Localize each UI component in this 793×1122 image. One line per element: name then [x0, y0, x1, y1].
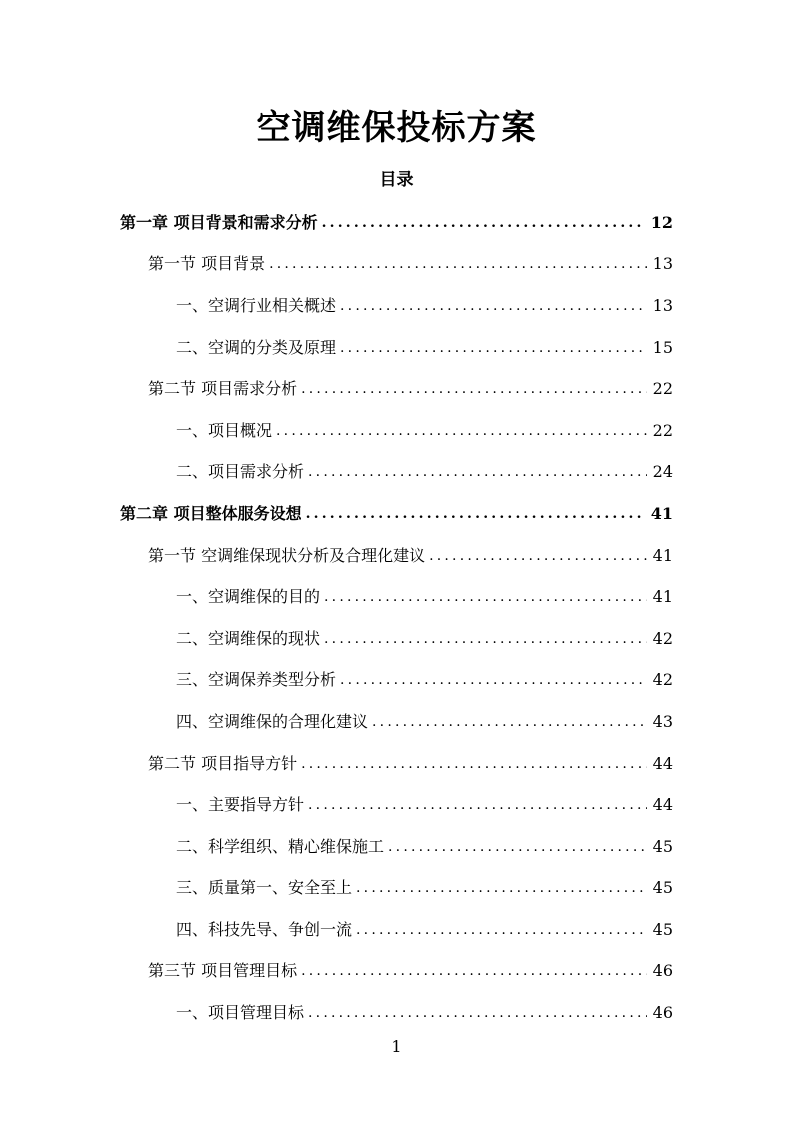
- toc-entry-section[interactable]: [0, 951, 793, 993]
- toc-dot-leader: [306, 502, 645, 526]
- toc-entry-subsection[interactable]: [0, 452, 793, 494]
- toc-entry-page: 41: [650, 503, 673, 523]
- toc-entry-subsection[interactable]: [0, 285, 793, 327]
- toc-entry-page: 41: [652, 545, 673, 565]
- toc-dot-leader: [301, 377, 647, 401]
- toc-entry-text: 第二节 项目需求分析: [148, 379, 298, 399]
- toc-dot-leader: [340, 336, 647, 360]
- toc-dot-leader: [322, 211, 645, 235]
- toc-entry-subsection[interactable]: [0, 909, 793, 951]
- toc-entry-text: 第二章 项目整体服务设想: [120, 503, 302, 523]
- toc-entry-subsection[interactable]: [0, 410, 793, 452]
- toc-dot-leader: [356, 876, 647, 900]
- toc-entry-section[interactable]: [0, 244, 793, 286]
- toc-entry-page: 42: [652, 628, 673, 648]
- toc-entry-text: 第一节 空调维保现状分析及合理化建议: [148, 545, 426, 565]
- toc-dot-leader: [269, 252, 647, 276]
- toc-entry-chapter-2[interactable]: [0, 493, 793, 535]
- toc-entry-page: 44: [652, 753, 673, 773]
- toc-entry-subsection[interactable]: [0, 868, 793, 910]
- toc-entry-subsection[interactable]: [0, 701, 793, 743]
- toc-dot-leader: [276, 419, 647, 443]
- toc-entry-text: 第一章 项目背景和需求分析: [120, 212, 318, 232]
- toc-entry-text: 第一节 项目背景: [148, 254, 266, 274]
- toc-entry-subsection[interactable]: [0, 576, 793, 618]
- toc-entry-text: 第二节 项目指导方针: [148, 753, 298, 773]
- toc-entry-page: 45: [652, 836, 673, 856]
- toc-entry-text: 三、质量第一、安全至上: [176, 878, 353, 898]
- toc-dot-leader: [301, 752, 647, 776]
- toc-dot-leader: [324, 627, 647, 651]
- toc-dot-leader: [388, 835, 647, 859]
- toc-entry-page: 46: [652, 961, 673, 981]
- toc-entry-subsection[interactable]: [0, 992, 793, 1034]
- toc-entry-section[interactable]: [0, 535, 793, 577]
- toc-entry-text: 四、空调维保的合理化建议: [176, 711, 369, 731]
- toc-dot-leader: [340, 668, 647, 692]
- toc-entry-page: 45: [652, 878, 673, 898]
- page-number: 1: [391, 1037, 402, 1056]
- toc-entry-chapter-1[interactable]: [0, 202, 793, 244]
- toc-entry-page: 43: [652, 711, 673, 731]
- document-title: 空调维保投标方案: [256, 108, 537, 148]
- toc-entry-page: 44: [652, 795, 673, 815]
- toc-entry-page: 12: [650, 212, 673, 232]
- toc-entry-page: 42: [652, 670, 673, 690]
- toc-entry-subsection[interactable]: [0, 327, 793, 369]
- toc-entry-page: 46: [652, 1003, 673, 1023]
- toc-entry-subsection[interactable]: [0, 618, 793, 660]
- toc-dot-leader: [429, 544, 647, 568]
- toc-dot-leader: [308, 1001, 647, 1025]
- toc-dot-leader: [301, 959, 647, 983]
- toc-entry-text: 一、项目管理目标: [176, 1003, 305, 1023]
- toc-entry-page: 24: [652, 462, 673, 482]
- toc-entry-text: 三、空调保养类型分析: [176, 670, 337, 690]
- toc-dot-leader: [308, 460, 647, 484]
- toc-entry-section[interactable]: [0, 368, 793, 410]
- toc-entry-text: 一、主要指导方针: [176, 795, 305, 815]
- toc-dot-leader: [324, 585, 647, 609]
- toc-entry-page: 22: [652, 379, 673, 399]
- toc-entry-text: 二、科学组织、精心维保施工: [176, 836, 385, 856]
- toc-entry-text: 二、项目需求分析: [176, 462, 305, 482]
- toc-entry-page: 41: [652, 587, 673, 607]
- toc-entry-page: 13: [652, 295, 673, 315]
- table-of-contents: [0, 202, 793, 1034]
- toc-entry-text: 二、空调维保的现状: [176, 628, 321, 648]
- toc-entry-page: 45: [652, 919, 673, 939]
- toc-entry-text: 一、空调维保的目的: [176, 587, 321, 607]
- toc-entry-text: 一、项目概况: [176, 420, 273, 440]
- toc-entry-text: 四、科技先导、争创一流: [176, 919, 353, 939]
- toc-dot-leader: [372, 710, 647, 734]
- toc-entry-text: 二、空调的分类及原理: [176, 337, 337, 357]
- toc-entry-text: 一、空调行业相关概述: [176, 295, 337, 315]
- toc-entry-page: 15: [652, 337, 673, 357]
- toc-entry-subsection[interactable]: [0, 784, 793, 826]
- toc-entry-text: 第三节 项目管理目标: [148, 961, 298, 981]
- toc-entry-subsection[interactable]: [0, 826, 793, 868]
- toc-entry-subsection[interactable]: [0, 660, 793, 702]
- toc-heading: 目录: [379, 170, 414, 190]
- toc-dot-leader: [356, 918, 647, 942]
- toc-entry-page: 13: [652, 254, 673, 274]
- toc-entry-page: 22: [652, 420, 673, 440]
- toc-dot-leader: [340, 294, 647, 318]
- toc-entry-section[interactable]: [0, 743, 793, 785]
- toc-dot-leader: [308, 793, 647, 817]
